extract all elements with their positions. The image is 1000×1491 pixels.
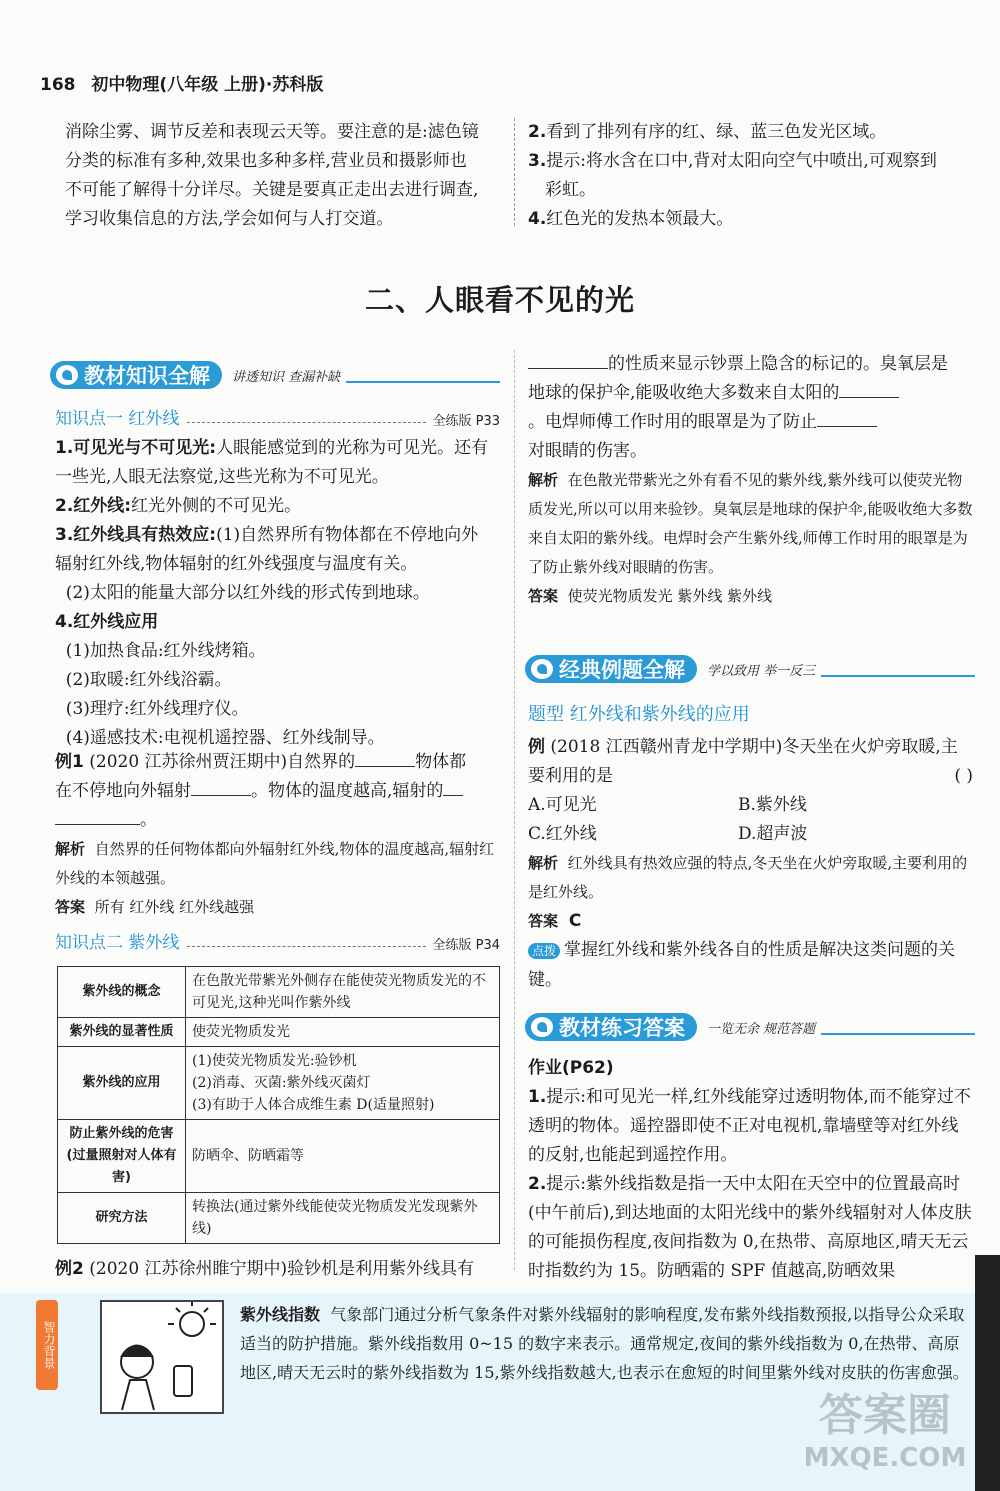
banner-sub: 学以致用 举一反三 xyxy=(707,663,816,679)
page-number: 168 xyxy=(40,75,76,95)
text-line: 不可能了解得十分详尽。关键是要真正走出去进行调查, xyxy=(65,180,479,200)
watermark: 答案圈 MXQE.COM xyxy=(803,1390,967,1473)
kp-ref: 全练版 P33 xyxy=(432,414,500,429)
option-a: A.可见光 xyxy=(528,795,597,815)
fill-blank xyxy=(817,412,877,427)
banner-exercise-answers xyxy=(525,1012,975,1042)
kp-line: (1)加热食品:红外线烤箱。 xyxy=(55,641,266,661)
term-label: 紫外线指数 xyxy=(240,1305,321,1324)
page-edge-shadow xyxy=(975,1255,1000,1491)
note-text: 气象部门通过分析气象条件对紫外线辐射的影响程度,发布紫外线指数预报,以指导公众采取适当的防护措施。紫外线指数用 0~15 的数字来表示。通常规定,夜间的紫外线指数为 0,在热带、高原地区,晴天无云时的紫外线指数为 15,紫外线指数越大,也表示在愈短的时间里紫外线对皮肤的伤害愈强。 xyxy=(240,1305,969,1382)
banner-textbook-knowledge xyxy=(50,360,500,390)
example-2: 例2 (2020 江苏徐州睢宁期中)验钞机是利用紫外线具有 xyxy=(55,1259,475,1279)
type-title: 题型 红外线和紫外线的应用 xyxy=(528,704,750,725)
banner-pill: 教材知识全解 xyxy=(50,361,222,389)
kp-label: 知识点二 紫外线 xyxy=(55,933,180,953)
page-header xyxy=(40,70,323,95)
answer-line: 3.提示:将水含在口中,背对太阳向空气中喷出,可观察到 xyxy=(528,151,937,171)
answer-line: 彩虹。 xyxy=(545,180,596,200)
column-divider xyxy=(514,350,516,1270)
answer-text: 所有 红外线 红外线越强 xyxy=(94,898,255,916)
table-row: 紫外线的概念 在色散光带紫光外侧存在能使荧光物质发光的不可见光,这种光叫作紫外线 xyxy=(58,967,500,1018)
sidebar-tag: 智力背景 xyxy=(36,1300,58,1390)
example-3: 例 (2018 江西赣州青龙中学期中)冬天坐在火炉旁取暖,主要利用的是 ( ) A.可见光 B.紫外线 C.红外线 D.超声波 解析 红外线具有热效应强的特点,冬天坐在火炉旁取暖,主要利用的是红外线。 答案 C 点拨 掌握红外线和紫外线各自的性质是解决这类问题的关键。 xyxy=(528,737,973,990)
kp-line: 3.红外线具有热效应:(1)自然界所有物体都在不停地向外 xyxy=(55,525,479,545)
banner-icon xyxy=(56,365,78,385)
hw-title: 作业(P62) xyxy=(528,1058,614,1078)
homework-answers xyxy=(528,1054,973,1286)
option-d: D.超声波 xyxy=(738,824,808,844)
banner-pill: 经典例题全解 xyxy=(525,655,697,683)
hw-item: 1.提示:和可见光一样,红外线能穿过透明物体,而不能穿过不透明的物体。遥控器即使不正对电视机,靠墙壁等对红外线的反射,也能起到遥控作用。 xyxy=(528,1087,971,1165)
ex-label: 例 xyxy=(528,737,545,757)
answer-text: C xyxy=(568,911,582,931)
column-divider xyxy=(514,118,516,226)
answer-label: 答案 xyxy=(528,912,559,930)
banner-sub: 一览无余 规范答题 xyxy=(707,1021,816,1037)
uv-table xyxy=(57,966,500,1244)
answer-paren: ( ) xyxy=(954,766,973,786)
answer-text: 使荧光物质发光 紫外线 紫外线 xyxy=(567,587,773,605)
fill-blank xyxy=(191,781,251,796)
cartoon-illustration xyxy=(100,1300,224,1414)
kp-line: (3)理疗:红外线理疗仪。 xyxy=(55,699,249,719)
banner-sub: 讲透知识 查漏补缺 xyxy=(232,369,341,385)
fill-blank xyxy=(355,752,415,767)
text-line: 消除尘雾、调节反差和表现云天等。要注意的是:滤色镜 xyxy=(65,122,479,142)
kp-line: 辐射红外线,物体辐射的红外线强度与温度有关。 xyxy=(55,554,418,574)
analysis-label: 解析 xyxy=(528,854,559,872)
kp-line: 4.红外线应用 xyxy=(55,612,159,632)
table-row: 紫外线的显著性质 使荧光物质发光 xyxy=(58,1018,500,1047)
kp1-content xyxy=(55,434,500,753)
banner-icon xyxy=(531,1017,553,1037)
example-1: 例1 (2020 江苏徐州贾汪期中)自然界的 物体都 在不停地向外辐射 。物体的温度越高,辐射的 。 解析 自然界的任何物体都向外辐射红外线,物体的温度越高,辐射红外线的本领越强。 答案 所有 红外线 红外线越强 xyxy=(55,752,495,916)
knowledge-point-2 xyxy=(55,928,500,953)
fill-blank xyxy=(528,354,608,369)
kp-ref: 全练版 P34 xyxy=(432,938,500,953)
text-line: 学习收集信息的方法,学会如何与人打交道。 xyxy=(65,209,394,229)
table-row: 紫外线的应用 (1)使荧光物质发光:验钞机 (2)消毒、灭菌:紫外线灭菌灯 (3)有助于人体合成维生素 D(适量照射) xyxy=(58,1047,500,1120)
fill-blank xyxy=(55,810,140,825)
analysis-text: 红外线具有热效应强的特点,冬天坐在火炉旁取暖,主要利用的是红外线。 xyxy=(528,854,968,901)
hw-item: 2.提示:紫外线指数是指一天中太阳在天空中的位置最高时(中午前后),到达地面的太阳光线中的紫外线辐射对人体皮肤的可能损伤程度,夜间指数为 0,在热带、高原地区,晴天无云时指数约为 15。防晒霜的 SPF 值越高,防晒效果 xyxy=(528,1174,972,1281)
answer-line: 2.看到了排列有序的红、绿、蓝三色发光区域。 xyxy=(528,122,887,142)
analysis-label: 解析 xyxy=(55,840,86,858)
answer-label: 答案 xyxy=(55,898,86,916)
kp-line: 2.红外线:红光外侧的不可见光。 xyxy=(55,496,302,516)
text-line: 分类的标准有多种,效果也多种多样,营业员和摄影师也 xyxy=(65,151,467,171)
analysis-text: 在色散光带紫光之外有看不见的紫外线,紫外线可以使荧光物质发光,所以可以用来验钞。臭氧层是地球的保护伞,能吸收绝大多数来自太阳的紫外线。电焊时会产生紫外线,师傅工作时用的眼罩是为了防止紫外线对眼睛的伤害。 xyxy=(528,471,973,576)
dash-line xyxy=(187,422,426,423)
ex-label: 例2 xyxy=(55,1259,84,1279)
analysis-label: 解析 xyxy=(528,471,559,489)
kp-label: 知识点一 红外线 xyxy=(55,409,180,429)
kp-line: 1.可见光与不可见光:人眼能感觉到的光称为可见光。还有 xyxy=(55,438,489,458)
table-row: 研究方法 转换法(通过紫外线能使荧光物质发光发现紫外线) xyxy=(58,1193,500,1244)
option-b: B.紫外线 xyxy=(738,795,807,815)
banner-line xyxy=(821,1019,975,1035)
top-right-answers xyxy=(528,118,973,234)
fill-blank xyxy=(443,781,463,796)
kp-line: (2)太阳的能量大部分以红外线的形式传到地球。 xyxy=(55,583,430,603)
option-c: C.红外线 xyxy=(528,824,597,844)
tip-icon: 点拨 xyxy=(528,943,560,959)
answer-label: 答案 xyxy=(528,587,559,605)
analysis-text: 自然界的任何物体都向外辐射红外线,物体的温度越高,辐射红外线的本领越强。 xyxy=(55,840,495,887)
banner-line xyxy=(346,367,500,383)
tip-text: 掌握红外线和紫外线各自的性质是解决这类问题的关键。 xyxy=(528,940,956,990)
banner-icon xyxy=(531,659,553,679)
kp-line: (4)遥感技术:电视机遥控器、红外线制导。 xyxy=(55,728,385,748)
banner-line xyxy=(821,661,975,677)
top-left-paragraph xyxy=(65,118,505,234)
knowledge-point-1 xyxy=(55,404,500,429)
ex-label: 例1 xyxy=(55,752,84,772)
kp-line: 一些光,人眼无法察觉,这些光称为不可见光。 xyxy=(55,467,389,487)
kp-line: (2)取暖:红外线浴霸。 xyxy=(55,670,232,690)
example-2-continued: 的性质来显示钞票上隐含的标记的。臭氧层是 地球的保护伞,能吸收绝大多数来自太阳的 。电焊师傅工作时用的眼罩是为了防止 对眼睛的伤害。 解析 在色散光带紫光之外有看不见的紫外线,紫外线可以使荧光物质发光,所以可以用来验钞。臭氧层是地球的保护伞,能吸收绝大多数来自太阳的紫外线。电焊时会产生紫外线,师傅工作时用的眼罩是为了防止紫外线对眼睛的伤害。 答案 使荧光物质发光 紫外线 紫外线 xyxy=(528,354,973,605)
book-title: 初中物理(八年级 上册)·苏科版 xyxy=(91,75,324,95)
uv-index-note xyxy=(240,1300,975,1387)
table-row: 防止紫外线的危害(过量照射对人体有害) 防晒伞、防晒霜等 xyxy=(58,1120,500,1193)
answer-line: 4.红色光的发热本领最大。 xyxy=(528,209,734,229)
banner-classic-examples xyxy=(525,654,975,684)
fill-blank xyxy=(839,383,899,398)
banner-pill: 教材练习答案 xyxy=(525,1013,697,1041)
section-title: 二、人眼看不见的光 xyxy=(364,283,635,317)
dash-line xyxy=(187,946,426,947)
